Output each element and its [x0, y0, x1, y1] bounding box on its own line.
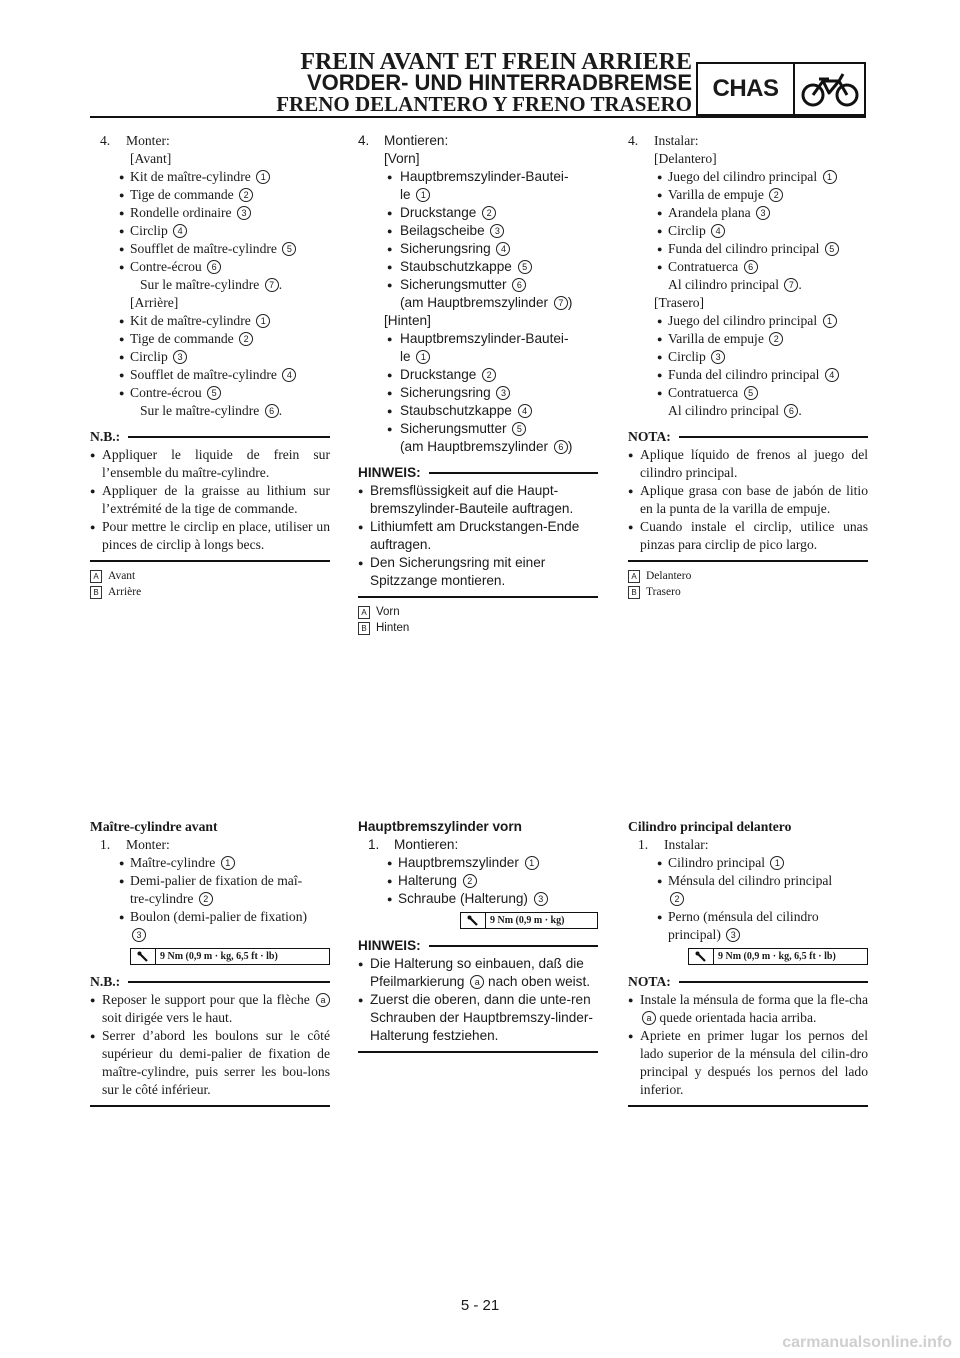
step-label: Montieren: — [384, 133, 449, 148]
rear-label: [Arrière] — [130, 295, 179, 310]
note-item: ● Serrer d’abord les boulons sur le côté supérieur du demi-palier de fixation de maître-cylindre, puis serrer les bou-lons sur le côté inférieur. — [90, 1027, 330, 1099]
list-item: ● Halterung 2 — [358, 872, 598, 890]
list-item: ● Staubschutzkappe 5 — [358, 258, 598, 276]
column-german-top — [358, 132, 598, 636]
note-item: ● Zuerst die oberen, dann die unte-ren Schrauben der Hauptbremszy-linder-Halterung festziehen. — [358, 991, 598, 1045]
list-item: ● Soufflet de maître-cylindre 5 — [90, 240, 330, 258]
list-item: ● Boulon (demi-palier de fixation) 3 — [90, 908, 330, 944]
wrench-icon — [461, 913, 486, 928]
note-item: ● Lithiumfett am Druckstangen-Ende auftragen. — [358, 518, 598, 554]
list-item: ● Ménsula del cilindro principal 2 — [628, 872, 868, 908]
list-item: ● Kit de maître-cylindre 1 — [90, 312, 330, 330]
list-item: ● Druckstange 2 — [358, 366, 598, 384]
list-item: ● Circlip 3 — [628, 348, 868, 366]
section-title: Hauptbremszylinder vorn — [358, 819, 522, 834]
list-item: ● Beilagscheibe 3 — [358, 222, 598, 240]
note-end-rule — [358, 596, 598, 598]
page-number: 5 - 21 — [460, 1297, 500, 1314]
list-item: ● Druckstange 2 — [358, 204, 598, 222]
legend: A Avant B Arrière — [90, 568, 330, 600]
column-german-bottom — [358, 818, 598, 1053]
header-title-german: VORDER- UND HINTERRADBREMSE — [306, 70, 692, 95]
step-number: 1. — [100, 837, 111, 852]
section-title: Cilindro principal delantero — [628, 819, 792, 834]
wrench-icon — [131, 949, 156, 964]
step-label: Monter: — [126, 837, 170, 852]
front-label: [Avant] — [130, 151, 172, 166]
front-label: [Vorn] — [384, 151, 420, 166]
list-item: ● Juego del cilindro principal 1 — [628, 168, 868, 186]
column-french-top — [90, 132, 330, 600]
step-label: Instalar: — [654, 133, 699, 148]
list-item: ● Circlip 3 — [90, 348, 330, 366]
front-label: [Delantero] — [654, 151, 717, 166]
column-spanish-top — [628, 132, 868, 600]
wrench-icon — [689, 949, 714, 964]
list-item: ● Soufflet de maître-cylindre 4 — [90, 366, 330, 384]
note-heading: HINWEIS: — [358, 464, 598, 482]
torque-value: 9 Nm (0,9 m · kg) — [490, 915, 565, 926]
note-item: ● Instale la ménsula de forma que la fle-cha a quede orientada hacia arriba. — [628, 991, 868, 1027]
list-item: ● Circlip 4 — [628, 222, 868, 240]
step-number: 1. — [368, 837, 380, 852]
list-item: ● Sicherungsring 3 — [358, 384, 598, 402]
list-item: ● Contratuerca 6 — [628, 258, 868, 276]
note-end-rule — [628, 560, 868, 562]
note-item: ● Pour mettre le circlip en place, utiliser un pinces de circlip à longs becs. — [90, 518, 330, 554]
section-badge — [696, 62, 866, 116]
legend: A Vorn B Hinten — [358, 604, 598, 636]
step-number: 1. — [638, 837, 649, 852]
list-item: ● Funda del cilindro principal 5 — [628, 240, 868, 258]
step-label: Instalar: — [664, 837, 709, 852]
header-rule — [90, 116, 866, 118]
torque-value: 9 Nm (0,9 m · kg, 6,5 ft · lb) — [718, 951, 836, 962]
column-french-bottom — [90, 818, 330, 1107]
rear-label: [Hinten] — [384, 313, 431, 328]
list-item: ● Contre-écrou 6 — [90, 258, 330, 276]
list-item: ● Hauptbremszylinder-Bautei- le 1 — [358, 168, 598, 204]
list-item: ● Circlip 4 — [90, 222, 330, 240]
destination: Al cilindro principal 7 . — [668, 277, 802, 292]
list-item: ● Sicherungsring 4 — [358, 240, 598, 258]
note-item: ● Cuando instale el circlip, utilice unas pinzas para circlip de pico largo. — [628, 518, 868, 554]
list-item: ● Perno (ménsula del cilindro principal) 3 — [628, 908, 868, 944]
note-end-rule — [628, 1105, 868, 1107]
step-number: 4. — [100, 133, 111, 148]
note-item: ● Reposer le support pour que la flèche a soit dirigée vers le haut. — [90, 991, 330, 1027]
step-label: Montieren: — [394, 837, 459, 852]
step-label: Monter: — [126, 133, 170, 148]
note-item: ● Aplique líquido de frenos al juego del cilindro principal. — [628, 446, 868, 482]
note-end-rule — [90, 560, 330, 562]
torque-value: 9 Nm (0,9 m · kg, 6,5 ft · lb) — [160, 951, 278, 962]
note-item: ● Appliquer de la graisse au lithium sur l’extrémité de la tige de commande. — [90, 482, 330, 518]
list-item: ● Schraube (Halterung) 3 — [358, 890, 598, 908]
destination: Al cilindro principal 6 . — [668, 403, 802, 418]
list-item: ● Maître-cylindre 1 — [90, 854, 330, 872]
header-title-french: FREIN AVANT ET FREIN ARRIERE — [300, 49, 692, 75]
watermark: carmanualsonline.info — [782, 1334, 952, 1351]
note-item: ● Den Sicherungsring mit einer Spitzzange montieren. — [358, 554, 598, 590]
note-heading: N.B.: — [90, 973, 330, 991]
note-heading: N.B.: — [90, 428, 330, 446]
list-item: ● Hauptbremszylinder-Bautei- le 1 — [358, 330, 598, 366]
note-item: ● Appliquer le liquide de frein sur l’ensemble du maître-cylindre. — [90, 446, 330, 482]
destination: Sur le maître-cylindre 6 . — [140, 403, 283, 418]
note-end-rule — [358, 1051, 598, 1053]
note-item: ● Die Halterung so einbauen, daß die Pfeilmarkierung a nach oben weist. — [358, 955, 598, 991]
section-code: CHAS — [698, 64, 795, 114]
torque-spec — [460, 912, 598, 929]
torque-spec — [130, 948, 330, 965]
list-item: ● Sicherungsmutter 5 — [358, 420, 598, 438]
destination: (am Hauptbremszylinder 7 ) — [400, 295, 573, 310]
note-end-rule — [90, 1105, 330, 1107]
list-item: ● Tige de commande 2 — [90, 330, 330, 348]
list-item: ● Cilindro principal 1 — [628, 854, 868, 872]
list-item: ● Tige de commande 2 — [90, 186, 330, 204]
note-heading: NOTA: — [628, 428, 868, 446]
note-item: ● Bremsflüssigkeit auf die Haupt-bremszylinder-Bauteile auftragen. — [358, 482, 598, 518]
list-item: ● Demi-palier de fixation de maî- tre-cylindre 2 — [90, 872, 330, 908]
column-spanish-bottom — [628, 818, 868, 1107]
list-item: ● Juego del cilindro principal 1 — [628, 312, 868, 330]
section-title: Maître-cylindre avant — [90, 819, 218, 834]
torque-spec — [688, 948, 868, 965]
list-item: ● Funda del cilindro principal 4 — [628, 366, 868, 384]
list-item: ● Varilla de empuje 2 — [628, 330, 868, 348]
motorcycle-icon — [795, 64, 864, 114]
note-item: ● Aplique grasa con base de jabón de litio en la punta de la varilla de empuje. — [628, 482, 868, 518]
list-item: ● Staubschutzkappe 4 — [358, 402, 598, 420]
list-item: ● Sicherungsmutter 6 — [358, 276, 598, 294]
step-number: 4. — [358, 133, 370, 148]
list-item: ● Arandela plana 3 — [628, 204, 868, 222]
list-item: ● Contratuerca 5 — [628, 384, 868, 402]
header-title-spanish: FRENO DELANTERO Y FRENO TRASERO — [276, 92, 692, 116]
note-heading: HINWEIS: — [358, 937, 598, 955]
destination: Sur le maître-cylindre 7 . — [140, 277, 283, 292]
rear-label: [Trasero] — [654, 295, 705, 310]
step-number: 4. — [628, 133, 639, 148]
destination: (am Hauptbremszylinder 6 ) — [400, 439, 573, 454]
list-item: ● Rondelle ordinaire 3 — [90, 204, 330, 222]
list-item: ● Contre-écrou 5 — [90, 384, 330, 402]
list-item: ● Kit de maître-cylindre 1 — [90, 168, 330, 186]
note-item: ● Apriete en primer lugar los pernos del lado superior de la ménsula del cilin-dro principal y después los pernos del lado inferior. — [628, 1027, 868, 1099]
legend: A Delantero B Trasero — [628, 568, 868, 600]
note-heading: NOTA: — [628, 973, 868, 991]
list-item: ● Hauptbremszylinder 1 — [358, 854, 598, 872]
list-item: ● Varilla de empuje 2 — [628, 186, 868, 204]
